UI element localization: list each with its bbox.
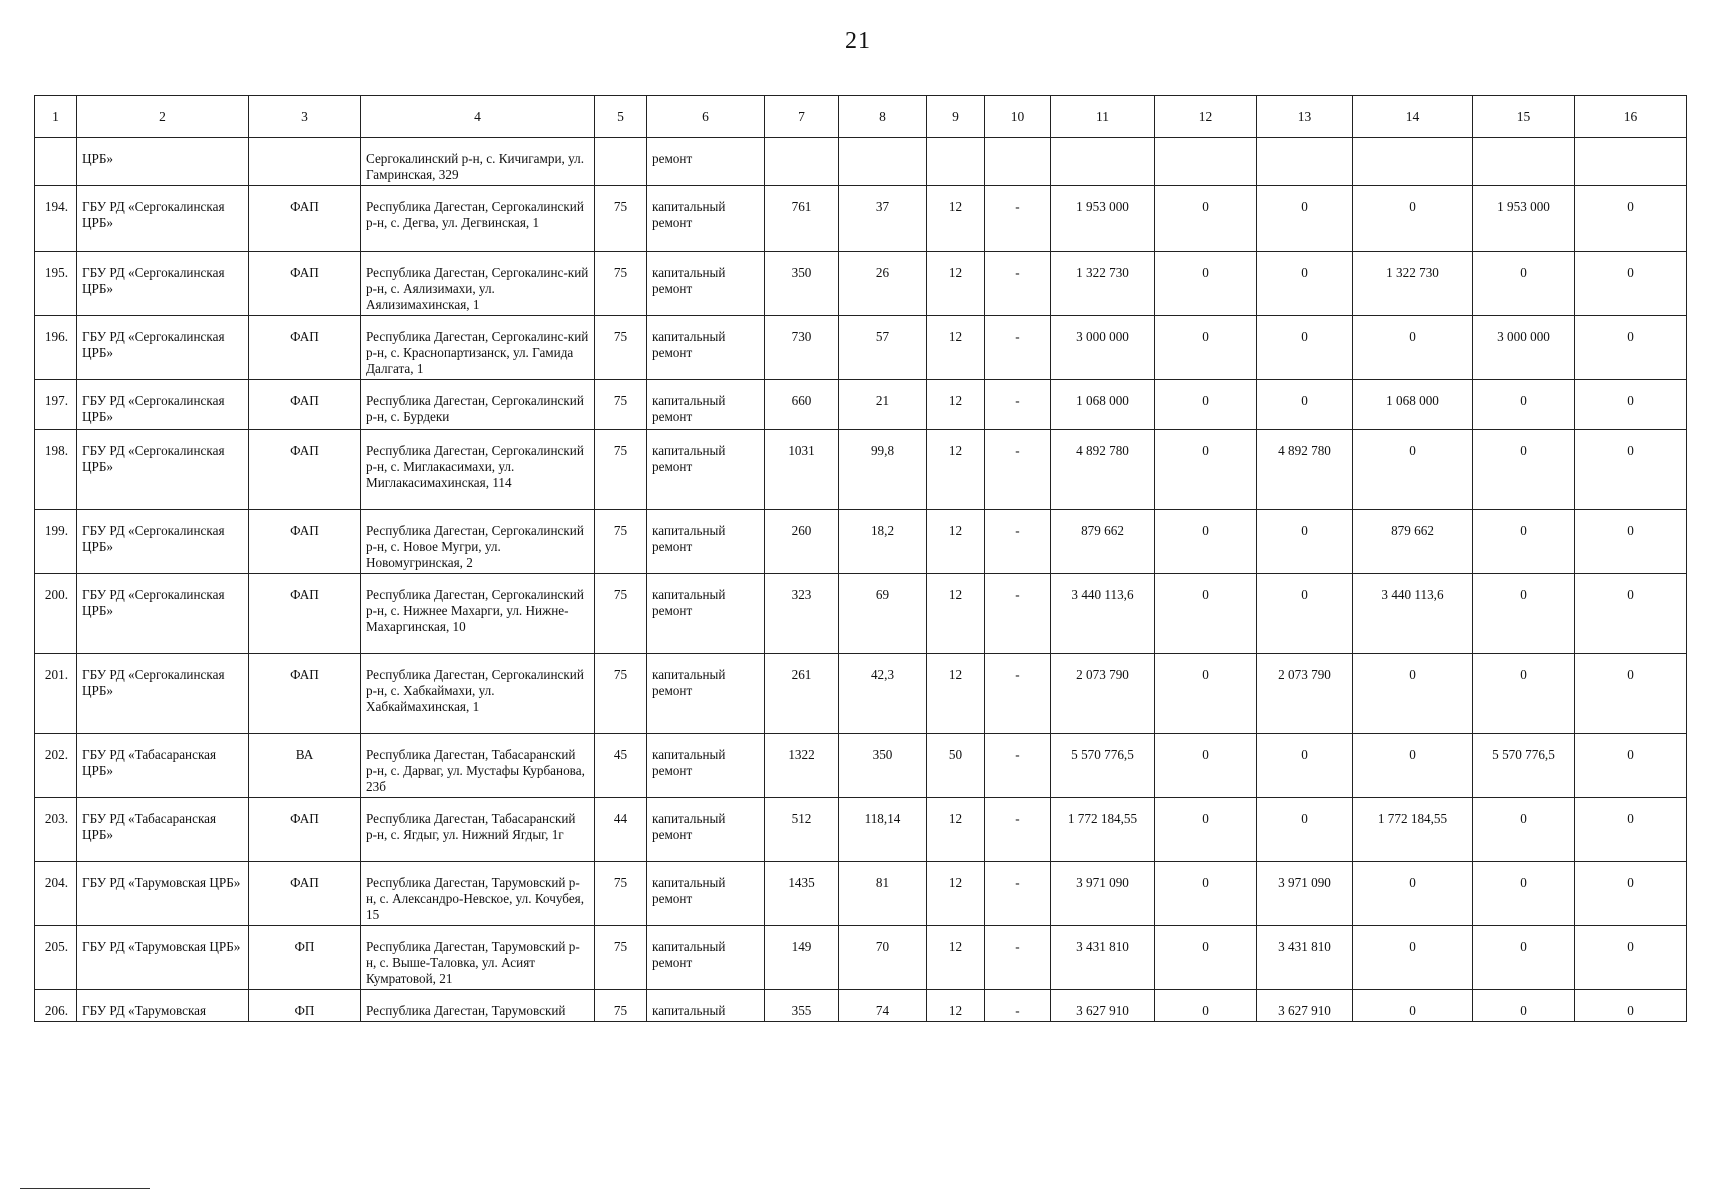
cell-col-10: -: [985, 798, 1051, 862]
column-header-2: 2: [77, 96, 249, 138]
cell-col-16: 0: [1575, 252, 1687, 316]
cell-col-5: [595, 138, 647, 186]
cell-col-13: 3 971 090: [1257, 862, 1353, 926]
data-table: [34, 95, 1687, 1022]
cell-col-7: 323: [765, 574, 839, 654]
cell-col-5: 75: [595, 252, 647, 316]
table-row: [35, 926, 1687, 990]
cell-col-7: [765, 138, 839, 186]
cell-col-13: 0: [1257, 380, 1353, 430]
cell-col-4: Республика Дагестан, Сергокалинский р-н, с. Новое Мугри, ул. Новомугринская, 2: [361, 510, 595, 574]
cell-col-1: 202.: [35, 734, 77, 798]
cell-col-13: [1257, 138, 1353, 186]
cell-col-15: 0: [1473, 798, 1575, 862]
cell-col-12: 0: [1155, 862, 1257, 926]
cell-col-11: 1 953 000: [1051, 186, 1155, 252]
cell-col-8: 74: [839, 990, 927, 1022]
column-header-15: 15: [1473, 96, 1575, 138]
cell-col-7: 260: [765, 510, 839, 574]
cell-col-15: 0: [1473, 574, 1575, 654]
cell-col-3: ФП: [249, 926, 361, 990]
cell-col-1: 199.: [35, 510, 77, 574]
cell-col-12: 0: [1155, 510, 1257, 574]
cell-col-6: ремонт: [647, 138, 765, 186]
cell-col-3: [249, 138, 361, 186]
cell-col-4: Сергокалинский р-н, с. Кичигамри, ул. Гамринская, 329: [361, 138, 595, 186]
cell-col-4: Республика Дагестан, Тарумовский р-н, с. Выше-Таловка, ул. Асият Кумратовой, 21: [361, 926, 595, 990]
cell-col-12: 0: [1155, 734, 1257, 798]
cell-col-10: -: [985, 990, 1051, 1022]
cell-col-12: 0: [1155, 380, 1257, 430]
cell-col-9: 50: [927, 734, 985, 798]
cell-col-6: капитальный ремонт: [647, 510, 765, 574]
cell-col-9: 12: [927, 316, 985, 380]
cell-col-14: 1 322 730: [1353, 252, 1473, 316]
cell-col-11: 1 772 184,55: [1051, 798, 1155, 862]
column-header-13: 13: [1257, 96, 1353, 138]
cell-col-6: капитальный ремонт: [647, 862, 765, 926]
cell-col-3: ФАП: [249, 186, 361, 252]
cell-col-8: 42,3: [839, 654, 927, 734]
cell-col-8: 18,2: [839, 510, 927, 574]
cell-col-14: 1 772 184,55: [1353, 798, 1473, 862]
cell-col-14: 1 068 000: [1353, 380, 1473, 430]
cell-col-8: 69: [839, 574, 927, 654]
cell-col-12: 0: [1155, 990, 1257, 1022]
cell-col-11: 3 440 113,6: [1051, 574, 1155, 654]
cell-col-15: 0: [1473, 510, 1575, 574]
table-row: [35, 574, 1687, 654]
cell-col-10: -: [985, 316, 1051, 380]
cell-col-6: капитальный ремонт: [647, 430, 765, 510]
cell-col-9: 12: [927, 654, 985, 734]
cell-col-14: 0: [1353, 990, 1473, 1022]
cell-col-13: 0: [1257, 252, 1353, 316]
cell-col-6: капитальный: [647, 990, 765, 1022]
cell-col-3: ФАП: [249, 252, 361, 316]
cell-col-7: 660: [765, 380, 839, 430]
cell-col-5: 75: [595, 380, 647, 430]
cell-col-7: 1322: [765, 734, 839, 798]
cell-col-10: -: [985, 734, 1051, 798]
cell-col-15: 3 000 000: [1473, 316, 1575, 380]
cell-col-6: капитальный ремонт: [647, 574, 765, 654]
cell-col-8: 81: [839, 862, 927, 926]
cell-col-8: 37: [839, 186, 927, 252]
table-row: [35, 380, 1687, 430]
column-header-5: 5: [595, 96, 647, 138]
cell-col-1: 205.: [35, 926, 77, 990]
cell-col-16: 0: [1575, 186, 1687, 252]
column-header-9: 9: [927, 96, 985, 138]
cell-col-10: -: [985, 574, 1051, 654]
cell-col-1: 206.: [35, 990, 77, 1022]
cell-col-16: 0: [1575, 926, 1687, 990]
cell-col-15: 0: [1473, 430, 1575, 510]
cell-col-7: 350: [765, 252, 839, 316]
cell-col-2: ГБУ РД «Тарумовская: [77, 990, 249, 1022]
cell-col-14: 3 440 113,6: [1353, 574, 1473, 654]
cell-col-2: ГБУ РД «Тарумовская ЦРБ»: [77, 862, 249, 926]
cell-col-1: 194.: [35, 186, 77, 252]
cell-col-4: Республика Дагестан, Сергокалинский р-н, с. Нижнее Махарги, ул. Нижне-Махаргинская, 10: [361, 574, 595, 654]
footnote-rule: [20, 1188, 150, 1189]
cell-col-9: 12: [927, 798, 985, 862]
cell-col-2: ГБУ РД «Сергокалинская ЦРБ»: [77, 510, 249, 574]
cell-col-11: 879 662: [1051, 510, 1155, 574]
cell-col-5: 75: [595, 316, 647, 380]
cell-col-3: ФАП: [249, 798, 361, 862]
cell-col-2: ГБУ РД «Сергокалинская ЦРБ»: [77, 654, 249, 734]
cell-col-15: 0: [1473, 862, 1575, 926]
cell-col-14: 0: [1353, 430, 1473, 510]
cell-col-9: 12: [927, 380, 985, 430]
cell-col-2: ГБУ РД «Тарумовская ЦРБ»: [77, 926, 249, 990]
cell-col-16: 0: [1575, 316, 1687, 380]
cell-col-9: 12: [927, 430, 985, 510]
cell-col-14: 0: [1353, 186, 1473, 252]
header-row: [35, 96, 1687, 138]
cell-col-8: 26: [839, 252, 927, 316]
column-header-1: 1: [35, 96, 77, 138]
cell-col-16: 0: [1575, 734, 1687, 798]
cell-col-16: 0: [1575, 654, 1687, 734]
cell-col-9: 12: [927, 252, 985, 316]
cell-col-2: ГБУ РД «Табасаранская ЦРБ»: [77, 798, 249, 862]
cell-col-2: ГБУ РД «Сергокалинская ЦРБ»: [77, 380, 249, 430]
cell-col-16: 0: [1575, 510, 1687, 574]
cell-col-13: 2 073 790: [1257, 654, 1353, 734]
cell-col-10: -: [985, 380, 1051, 430]
cell-col-8: 21: [839, 380, 927, 430]
cell-col-7: 261: [765, 654, 839, 734]
cell-col-3: ФАП: [249, 574, 361, 654]
cell-col-9: 12: [927, 990, 985, 1022]
column-header-4: 4: [361, 96, 595, 138]
cell-col-10: -: [985, 186, 1051, 252]
cell-col-2: ГБУ РД «Сергокалинская ЦРБ»: [77, 430, 249, 510]
table-body: [35, 138, 1687, 1022]
cell-col-3: ВА: [249, 734, 361, 798]
table-row: [35, 990, 1687, 1022]
cell-col-15: 0: [1473, 252, 1575, 316]
cell-col-5: 44: [595, 798, 647, 862]
cell-col-1: 204.: [35, 862, 77, 926]
column-header-14: 14: [1353, 96, 1473, 138]
cell-col-3: ФАП: [249, 654, 361, 734]
cell-col-8: 70: [839, 926, 927, 990]
cell-col-7: 512: [765, 798, 839, 862]
cell-col-15: 0: [1473, 926, 1575, 990]
cell-col-3: ФАП: [249, 862, 361, 926]
cell-col-13: 0: [1257, 316, 1353, 380]
cell-col-9: 12: [927, 510, 985, 574]
cell-col-8: 350: [839, 734, 927, 798]
cell-col-2: ГБУ РД «Сергокалинская ЦРБ»: [77, 574, 249, 654]
column-header-10: 10: [985, 96, 1051, 138]
cell-col-14: 0: [1353, 734, 1473, 798]
cell-col-16: 0: [1575, 380, 1687, 430]
cell-col-10: -: [985, 430, 1051, 510]
cell-col-12: 0: [1155, 186, 1257, 252]
cell-col-1: 197.: [35, 380, 77, 430]
table-row: [35, 186, 1687, 252]
cell-col-11: 2 073 790: [1051, 654, 1155, 734]
cell-col-10: [985, 138, 1051, 186]
cell-col-2: ГБУ РД «Табасаранская ЦРБ»: [77, 734, 249, 798]
cell-col-6: капитальный ремонт: [647, 380, 765, 430]
cell-col-9: 12: [927, 186, 985, 252]
cell-col-5: 75: [595, 862, 647, 926]
cell-col-13: 0: [1257, 734, 1353, 798]
cell-col-12: 0: [1155, 574, 1257, 654]
cell-col-1: 201.: [35, 654, 77, 734]
cell-col-7: 730: [765, 316, 839, 380]
table-row: [35, 510, 1687, 574]
cell-col-16: 0: [1575, 990, 1687, 1022]
table-row: [35, 798, 1687, 862]
cell-col-11: 3 431 810: [1051, 926, 1155, 990]
cell-col-14: 879 662: [1353, 510, 1473, 574]
column-header-12: 12: [1155, 96, 1257, 138]
cell-col-15: 0: [1473, 990, 1575, 1022]
cell-col-3: ФАП: [249, 380, 361, 430]
cell-col-3: ФАП: [249, 316, 361, 380]
cell-col-6: капитальный ремонт: [647, 734, 765, 798]
cell-col-15: 0: [1473, 654, 1575, 734]
cell-col-6: капитальный ремонт: [647, 926, 765, 990]
cell-col-13: 3 431 810: [1257, 926, 1353, 990]
cell-col-14: 0: [1353, 926, 1473, 990]
column-header-16: 16: [1575, 96, 1687, 138]
cell-col-11: [1051, 138, 1155, 186]
cell-col-3: ФАП: [249, 510, 361, 574]
cell-col-8: 118,14: [839, 798, 927, 862]
cell-col-4: Республика Дагестан, Сергокалинс-кий р-н, с. Краснопартизанск, ул. Гамида Далгата, 1: [361, 316, 595, 380]
page-number: 21: [845, 28, 871, 54]
cell-col-4: Республика Дагестан, Табасаранский р-н, с. Дарваг, ул. Мустафы Курбанова, 23б: [361, 734, 595, 798]
cell-col-5: 45: [595, 734, 647, 798]
table-row: [35, 138, 1687, 186]
table-row: [35, 734, 1687, 798]
cell-col-8: [839, 138, 927, 186]
cell-col-15: 5 570 776,5: [1473, 734, 1575, 798]
cell-col-7: 1435: [765, 862, 839, 926]
cell-col-1: [35, 138, 77, 186]
cell-col-2: ГБУ РД «Сергокалинская ЦРБ»: [77, 186, 249, 252]
cell-col-13: 0: [1257, 510, 1353, 574]
cell-col-6: капитальный ремонт: [647, 654, 765, 734]
cell-col-10: -: [985, 862, 1051, 926]
cell-col-4: Республика Дагестан, Сергокалинский р-н, с. Бурдеки: [361, 380, 595, 430]
column-header-7: 7: [765, 96, 839, 138]
cell-col-5: 75: [595, 654, 647, 734]
column-header-6: 6: [647, 96, 765, 138]
cell-col-1: 203.: [35, 798, 77, 862]
cell-col-12: 0: [1155, 252, 1257, 316]
cell-col-11: 1 068 000: [1051, 380, 1155, 430]
cell-col-13: 0: [1257, 798, 1353, 862]
cell-col-1: 195.: [35, 252, 77, 316]
cell-col-14: 0: [1353, 654, 1473, 734]
cell-col-8: 57: [839, 316, 927, 380]
cell-col-12: 0: [1155, 316, 1257, 380]
cell-col-11: 4 892 780: [1051, 430, 1155, 510]
cell-col-16: 0: [1575, 430, 1687, 510]
cell-col-5: 75: [595, 510, 647, 574]
cell-col-15: [1473, 138, 1575, 186]
cell-col-9: 12: [927, 926, 985, 990]
cell-col-12: 0: [1155, 654, 1257, 734]
cell-col-2: ЦРБ»: [77, 138, 249, 186]
cell-col-11: 3 000 000: [1051, 316, 1155, 380]
cell-col-2: ГБУ РД «Сергокалинская ЦРБ»: [77, 316, 249, 380]
cell-col-10: -: [985, 654, 1051, 734]
cell-col-4: Республика Дагестан, Сергокалинс-кий р-н, с. Аялизимахи, ул. Аялизимахинская, 1: [361, 252, 595, 316]
cell-col-1: 200.: [35, 574, 77, 654]
cell-col-5: 75: [595, 990, 647, 1022]
cell-col-16: [1575, 138, 1687, 186]
cell-col-6: капитальный ремонт: [647, 252, 765, 316]
cell-col-6: капитальный ремонт: [647, 186, 765, 252]
cell-col-15: 0: [1473, 380, 1575, 430]
cell-col-15: 1 953 000: [1473, 186, 1575, 252]
cell-col-4: Республика Дагестан, Сергокалинский р-н, с. Миглакасимахи, ул. Миглакасимахинская, 114: [361, 430, 595, 510]
table-row: [35, 316, 1687, 380]
cell-col-11: 3 971 090: [1051, 862, 1155, 926]
cell-col-7: 761: [765, 186, 839, 252]
cell-col-14: 0: [1353, 316, 1473, 380]
cell-col-4: Республика Дагестан, Тарумовский: [361, 990, 595, 1022]
column-header-11: 11: [1051, 96, 1155, 138]
cell-col-13: 0: [1257, 186, 1353, 252]
cell-col-11: 5 570 776,5: [1051, 734, 1155, 798]
table-row: [35, 862, 1687, 926]
cell-col-12: 0: [1155, 926, 1257, 990]
cell-col-9: 12: [927, 862, 985, 926]
cell-col-1: 198.: [35, 430, 77, 510]
cell-col-4: Республика Дагестан, Сергокалинский р-н, с. Дегва, ул. Дегвинская, 1: [361, 186, 595, 252]
column-header-3: 3: [249, 96, 361, 138]
cell-col-5: 75: [595, 574, 647, 654]
cell-col-9: [927, 138, 985, 186]
cell-col-5: 75: [595, 186, 647, 252]
cell-col-4: Республика Дагестан, Тарумовский р-н, с. Александро-Невское, ул. Кочубея, 15: [361, 862, 595, 926]
cell-col-14: 0: [1353, 862, 1473, 926]
cell-col-6: капитальный ремонт: [647, 798, 765, 862]
cell-col-12: 0: [1155, 430, 1257, 510]
cell-col-5: 75: [595, 926, 647, 990]
cell-col-10: -: [985, 926, 1051, 990]
cell-col-3: ФП: [249, 990, 361, 1022]
cell-col-2: ГБУ РД «Сергокалинская ЦРБ»: [77, 252, 249, 316]
cell-col-5: 75: [595, 430, 647, 510]
cell-col-4: Республика Дагестан, Сергокалинский р-н, с. Хабкаймахи, ул. Хабкаймахинская, 1: [361, 654, 595, 734]
cell-col-1: 196.: [35, 316, 77, 380]
table-header: [35, 96, 1687, 138]
cell-col-14: [1353, 138, 1473, 186]
table-row: [35, 654, 1687, 734]
cell-col-7: 355: [765, 990, 839, 1022]
table-row: [35, 430, 1687, 510]
cell-col-12: 0: [1155, 798, 1257, 862]
cell-col-12: [1155, 138, 1257, 186]
table-row: [35, 252, 1687, 316]
cell-col-16: 0: [1575, 862, 1687, 926]
cell-col-7: 149: [765, 926, 839, 990]
cell-col-16: 0: [1575, 574, 1687, 654]
cell-col-13: 4 892 780: [1257, 430, 1353, 510]
cell-col-16: 0: [1575, 798, 1687, 862]
cell-col-11: 1 322 730: [1051, 252, 1155, 316]
cell-col-4: Республика Дагестан, Табасаранский р-н, с. Ягдыг, ул. Нижний Ягдыг, 1г: [361, 798, 595, 862]
cell-col-10: -: [985, 252, 1051, 316]
cell-col-13: 0: [1257, 574, 1353, 654]
cell-col-6: капитальный ремонт: [647, 316, 765, 380]
cell-col-13: 3 627 910: [1257, 990, 1353, 1022]
cell-col-10: -: [985, 510, 1051, 574]
cell-col-9: 12: [927, 574, 985, 654]
cell-col-3: ФАП: [249, 430, 361, 510]
cell-col-8: 99,8: [839, 430, 927, 510]
cell-col-7: 1031: [765, 430, 839, 510]
cell-col-11: 3 627 910: [1051, 990, 1155, 1022]
column-header-8: 8: [839, 96, 927, 138]
